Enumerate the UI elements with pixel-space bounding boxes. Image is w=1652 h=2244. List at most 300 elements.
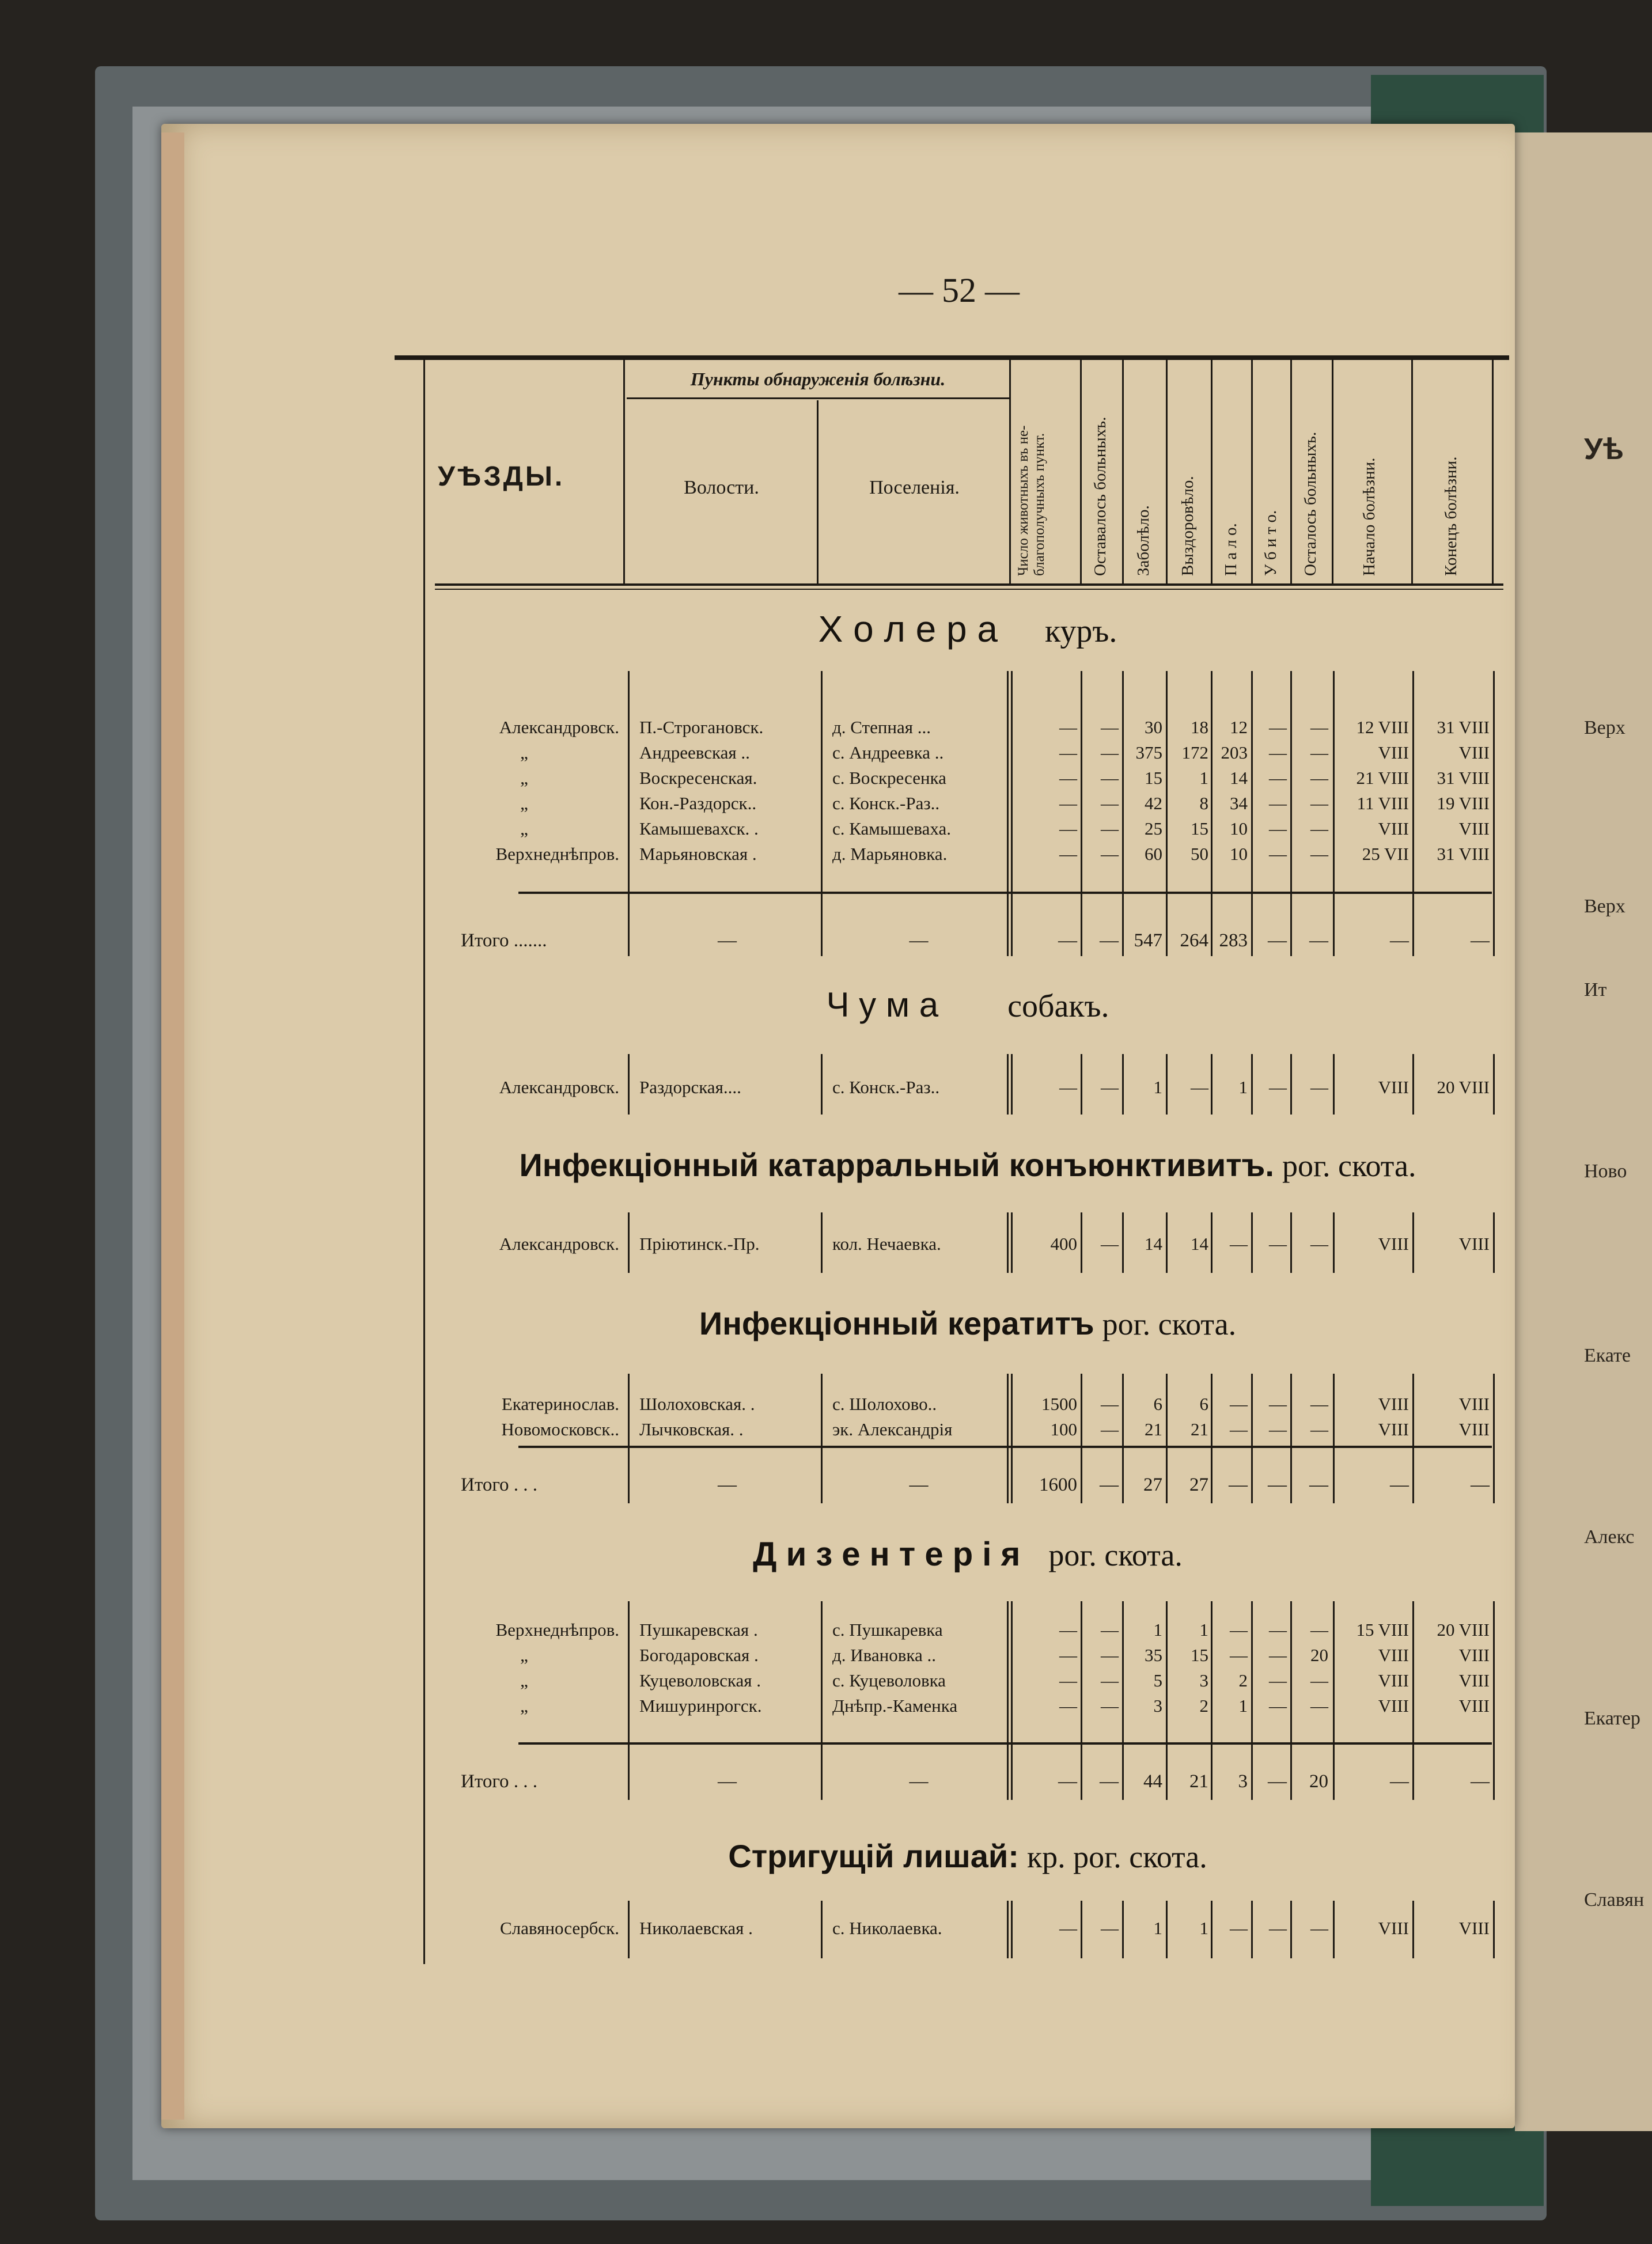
- value-cell: 15: [1191, 818, 1208, 839]
- settlement-cell: с. Конск.-Раз..: [832, 1077, 940, 1097]
- column-rule: [821, 1601, 823, 1800]
- value-cell: —: [1230, 1918, 1248, 1938]
- value-cell: 10: [1230, 844, 1248, 864]
- value-cell: 42: [1145, 793, 1162, 813]
- value-cell: 25 VII: [1362, 844, 1409, 864]
- value-cell: —: [1310, 1670, 1328, 1690]
- value-cell: —: [1269, 1419, 1287, 1439]
- next-page-fragment: Ит: [1584, 979, 1607, 1000]
- column-rule: [1007, 1901, 1009, 1958]
- column-rule: [628, 1212, 630, 1273]
- value-cell: —: [1101, 717, 1119, 737]
- header-col-rule: [1122, 360, 1124, 585]
- total-cell: —: [1268, 1771, 1287, 1792]
- value-cell: 10: [1230, 818, 1248, 839]
- value-cell: —: [1101, 1234, 1119, 1254]
- value-cell: 1: [1199, 1620, 1208, 1640]
- header-group-rule: [627, 397, 1009, 399]
- value-cell: —: [1230, 1234, 1248, 1254]
- value-cell: 30: [1145, 717, 1162, 737]
- value-cell: VIII: [1458, 742, 1490, 763]
- header-col-start: Начало болѣзни.: [1360, 457, 1378, 576]
- value-cell: —: [1101, 793, 1119, 813]
- column-rule: [628, 671, 630, 956]
- value-cell: —: [1101, 1419, 1119, 1439]
- total-label: Итого . . .: [461, 1771, 538, 1792]
- value-cell: 1: [1199, 768, 1208, 788]
- column-rule: [1412, 1054, 1414, 1115]
- header-col-rule: [1009, 360, 1011, 585]
- value-cell: —: [1310, 1696, 1328, 1716]
- settlement-cell: с. Пушкаревка: [832, 1620, 943, 1640]
- value-cell: —: [1269, 717, 1287, 737]
- column-rule: [1081, 671, 1082, 956]
- column-rule: [821, 671, 823, 956]
- volost-cell: Камышевахск. .: [639, 818, 759, 839]
- volost-cell: Раздорская....: [639, 1077, 741, 1097]
- value-cell: —: [1269, 742, 1287, 763]
- total-cell: —: [1058, 1771, 1077, 1792]
- header-col-remaining: Оставалось больныхъ.: [1091, 416, 1109, 576]
- value-cell: —: [1059, 768, 1077, 788]
- value-cell: —: [1101, 1077, 1119, 1097]
- header-col-rule: [1251, 360, 1253, 585]
- value-cell: 6: [1153, 1394, 1162, 1414]
- volost-cell: Шолоховская. .: [639, 1394, 755, 1414]
- header-col-rule: [1411, 360, 1413, 585]
- value-cell: VIII: [1378, 1696, 1409, 1716]
- column-rule: [1493, 1601, 1495, 1800]
- column-rule: [1081, 1601, 1082, 1800]
- value-cell: 20 VIII: [1437, 1077, 1490, 1097]
- header-col-rule: [1290, 360, 1292, 585]
- table-top-rule: [395, 355, 1509, 360]
- value-cell: —: [1059, 818, 1077, 839]
- total-cell: —: [718, 1474, 737, 1495]
- column-rule: [1333, 1374, 1335, 1503]
- page-number: — 52 —: [899, 271, 1020, 309]
- value-cell: 14: [1191, 1234, 1208, 1254]
- settlement-cell: эк. Александрія: [832, 1419, 953, 1439]
- header-col-rule: [1211, 360, 1213, 585]
- column-rule: [821, 1054, 823, 1115]
- total-cell: —: [909, 1474, 929, 1495]
- column-rule: [1412, 671, 1414, 956]
- total-label: Итого . . .: [461, 1474, 538, 1495]
- header-col-killed: У б и т о.: [1261, 510, 1280, 576]
- volost-cell: Марьяновская .: [639, 844, 757, 864]
- section-title-main: Ч у м а: [826, 985, 939, 1024]
- total-cell: —: [1309, 1474, 1328, 1495]
- total-cell: 547: [1134, 930, 1162, 951]
- column-rule: [1011, 671, 1013, 956]
- value-cell: 35: [1145, 1645, 1162, 1665]
- value-cell: —: [1059, 1620, 1077, 1640]
- column-rule: [628, 1901, 630, 1958]
- value-cell: VIII: [1378, 1645, 1409, 1665]
- value-cell: —: [1059, 717, 1077, 737]
- value-cell: —: [1101, 1394, 1119, 1414]
- header-col-died: П а л о.: [1222, 523, 1240, 576]
- value-cell: 60: [1145, 844, 1162, 864]
- column-rule: [1493, 1054, 1495, 1115]
- value-cell: —: [1310, 1077, 1328, 1097]
- column-rule: [821, 1374, 823, 1503]
- volost-cell: П.-Строгановск.: [639, 717, 764, 737]
- value-cell: 100: [1050, 1419, 1077, 1439]
- settlement-cell: с. Конск.-Раз..: [832, 793, 940, 813]
- value-cell: VIII: [1378, 1234, 1409, 1254]
- header-col-recovered: Выздоровѣло.: [1179, 476, 1197, 576]
- column-rule: [1493, 1212, 1495, 1273]
- column-rule: [628, 1054, 630, 1115]
- value-cell: 21: [1145, 1419, 1162, 1439]
- total-cell: —: [1471, 1474, 1490, 1495]
- column-rule: [1011, 1601, 1013, 1800]
- total-cell: —: [718, 1771, 737, 1792]
- uezd-cell: „: [520, 793, 528, 813]
- header-poseleniya: Поселенія.: [869, 477, 960, 498]
- header-volosti: Волости.: [684, 477, 759, 498]
- value-cell: 8: [1199, 793, 1208, 813]
- next-page: [1515, 132, 1652, 2131]
- value-cell: —: [1269, 768, 1287, 788]
- uezd-cell: Верхнеднѣпров.: [495, 844, 619, 864]
- total-cell: 27: [1189, 1474, 1208, 1495]
- column-rule: [1081, 1374, 1082, 1503]
- section-title-main: Д и з е н т е р і я: [753, 1536, 1021, 1573]
- value-cell: 1: [1153, 1620, 1162, 1640]
- column-rule: [1493, 1374, 1495, 1503]
- value-cell: —: [1269, 793, 1287, 813]
- column-rule: [1081, 1212, 1082, 1273]
- value-cell: —: [1101, 1670, 1119, 1690]
- total-cell: —: [1471, 1771, 1490, 1792]
- column-rule: [1333, 1212, 1335, 1273]
- value-cell: —: [1310, 844, 1328, 864]
- value-cell: VIII: [1458, 1918, 1490, 1938]
- header-col-rule: [1166, 360, 1168, 585]
- value-cell: —: [1101, 742, 1119, 763]
- value-cell: 1: [1153, 1918, 1162, 1938]
- next-page-fragment: Екатер: [1584, 1708, 1640, 1729]
- value-cell: —: [1059, 742, 1077, 763]
- volost-cell: Кон.-Раздорск..: [639, 793, 757, 813]
- value-cell: —: [1101, 1645, 1119, 1665]
- settlement-cell: Днѣпр.-Каменка: [832, 1696, 958, 1716]
- value-cell: VIII: [1378, 742, 1409, 763]
- value-cell: 11 VIII: [1357, 793, 1409, 813]
- column-rule: [1493, 1901, 1495, 1958]
- total-cell: —: [909, 930, 929, 951]
- value-cell: —: [1310, 818, 1328, 839]
- total-cell: —: [1100, 1474, 1119, 1495]
- value-cell: —: [1101, 844, 1119, 864]
- total-rule: [518, 892, 1492, 894]
- settlement-cell: д. Ивановка ..: [832, 1645, 936, 1665]
- value-cell: —: [1310, 1394, 1328, 1414]
- value-cell: 31 VIII: [1437, 768, 1490, 788]
- total-rule: [518, 1446, 1492, 1448]
- value-cell: —: [1059, 844, 1077, 864]
- next-page-fragment: Алекс: [1584, 1526, 1635, 1548]
- column-rule: [1412, 1212, 1414, 1273]
- header-col-rule: [817, 400, 819, 585]
- value-cell: 375: [1135, 742, 1162, 763]
- page-edge: [161, 132, 184, 2120]
- value-cell: 15 VIII: [1356, 1620, 1409, 1640]
- uezd-cell: Александровск.: [499, 1234, 619, 1254]
- header-col-animals: Число животныхъ въ не-благополучныхъ пункт.: [1016, 425, 1047, 576]
- value-cell: —: [1269, 1696, 1287, 1716]
- section-title-sub: рог. скота.: [1048, 1538, 1183, 1572]
- value-cell: 400: [1050, 1234, 1077, 1254]
- value-cell: —: [1101, 1696, 1119, 1716]
- value-cell: —: [1310, 1918, 1328, 1938]
- column-rule: [1333, 1601, 1335, 1800]
- uezd-cell: Александровск.: [499, 1077, 619, 1097]
- value-cell: VIII: [1458, 1419, 1490, 1439]
- header-col-rule: [1080, 360, 1082, 585]
- settlement-cell: кол. Нечаевка.: [832, 1234, 941, 1254]
- total-cell: —: [1268, 930, 1287, 951]
- value-cell: —: [1269, 1620, 1287, 1640]
- next-page-fragment: Славян: [1584, 1889, 1645, 1911]
- column-rule: [1333, 1901, 1335, 1958]
- value-cell: 14: [1230, 768, 1248, 788]
- value-cell: 50: [1191, 844, 1208, 864]
- total-cell: 44: [1143, 1771, 1162, 1792]
- next-page-fragment: Верх: [1584, 717, 1626, 738]
- section-title-main: Стригущій лишай:: [728, 1838, 1019, 1874]
- value-cell: 31 VIII: [1437, 717, 1490, 737]
- column-rule: [821, 1901, 823, 1958]
- volost-cell: Пушкаревская .: [639, 1620, 758, 1640]
- section-title-sub: собакъ.: [1007, 988, 1109, 1024]
- settlement-cell: д. Марьяновка.: [832, 844, 948, 864]
- column-rule: [1412, 1901, 1414, 1958]
- value-cell: —: [1101, 818, 1119, 839]
- header-col-end: Конецъ болѣзни.: [1442, 456, 1460, 576]
- volost-cell: Мишуринрогск.: [639, 1696, 762, 1716]
- value-cell: VIII: [1458, 1645, 1490, 1665]
- value-cell: —: [1269, 818, 1287, 839]
- total-cell: —: [1309, 930, 1328, 951]
- value-cell: —: [1101, 768, 1119, 788]
- settlement-cell: с. Андреевка ..: [832, 742, 944, 763]
- total-cell: 20: [1309, 1771, 1328, 1792]
- settlement-cell: с. Куцеволовка: [832, 1670, 946, 1690]
- value-cell: 1: [1238, 1077, 1248, 1097]
- uezd-cell: „: [520, 768, 528, 788]
- column-rule: [1011, 1374, 1013, 1503]
- value-cell: 20: [1310, 1645, 1328, 1665]
- value-cell: 203: [1221, 742, 1248, 763]
- value-cell: 2: [1238, 1670, 1248, 1690]
- value-cell: —: [1059, 1918, 1077, 1938]
- total-cell: —: [1100, 1771, 1119, 1792]
- uezd-cell: Верхнеднѣпров.: [495, 1620, 619, 1640]
- value-cell: 3: [1199, 1670, 1208, 1690]
- column-rule: [1493, 671, 1495, 956]
- value-cell: 20 VIII: [1437, 1620, 1490, 1640]
- value-cell: 2: [1199, 1696, 1208, 1716]
- uezd-cell: „: [520, 818, 528, 839]
- value-cell: —: [1269, 1670, 1287, 1690]
- section-title-main: Х о л е р а: [818, 608, 998, 650]
- value-cell: —: [1310, 768, 1328, 788]
- value-cell: —: [1059, 793, 1077, 813]
- uezd-cell: Александровск.: [499, 717, 619, 737]
- total-cell: 264: [1180, 930, 1208, 951]
- header-col-left-sick: Осталось больныхъ.: [1301, 431, 1320, 576]
- total-cell: 1600: [1039, 1474, 1077, 1495]
- uezd-cell: „: [520, 1645, 528, 1665]
- section-title-dysentery: [438, 1535, 1498, 1574]
- value-cell: 31 VIII: [1437, 844, 1490, 864]
- value-cell: 15: [1191, 1645, 1208, 1665]
- value-cell: —: [1059, 1696, 1077, 1716]
- volost-cell: Николаевская .: [639, 1918, 753, 1938]
- section-title-keratitis: [438, 1305, 1498, 1343]
- settlement-cell: д. Степная ...: [832, 717, 931, 737]
- value-cell: VIII: [1378, 1670, 1409, 1690]
- value-cell: —: [1269, 1234, 1287, 1254]
- value-cell: —: [1059, 1077, 1077, 1097]
- value-cell: —: [1310, 717, 1328, 737]
- settlement-cell: с. Николаевка.: [832, 1918, 942, 1938]
- uezd-cell: „: [520, 1670, 528, 1690]
- value-cell: —: [1269, 844, 1287, 864]
- value-cell: —: [1310, 742, 1328, 763]
- value-cell: 14: [1145, 1234, 1162, 1254]
- section-title-main: Инфекціонный кератитъ: [699, 1305, 1094, 1341]
- column-rule: [1333, 671, 1335, 956]
- volost-cell: Воскресенская.: [639, 768, 757, 788]
- volost-cell: Пріютинск.-Пр.: [639, 1234, 760, 1254]
- total-cell: —: [1229, 1474, 1248, 1495]
- uezd-cell: „: [520, 742, 528, 763]
- next-page-fragment: Екате: [1584, 1345, 1631, 1366]
- header-col-rule: [1492, 360, 1494, 585]
- value-cell: 5: [1153, 1670, 1162, 1690]
- next-page-fragment: Верх: [1584, 896, 1626, 917]
- value-cell: —: [1310, 793, 1328, 813]
- value-cell: —: [1310, 1234, 1328, 1254]
- settlement-cell: с. Шолохово..: [832, 1394, 937, 1414]
- value-cell: —: [1101, 1918, 1119, 1938]
- total-cell: —: [1100, 930, 1119, 951]
- total-rule: [518, 1742, 1492, 1745]
- total-cell: 283: [1219, 930, 1248, 951]
- value-cell: 34: [1230, 793, 1248, 813]
- header-col-rule: [623, 360, 625, 585]
- column-rule: [1007, 1212, 1009, 1273]
- column-rule: [1011, 1054, 1013, 1115]
- total-cell: —: [909, 1771, 929, 1792]
- value-cell: —: [1310, 1419, 1328, 1439]
- value-cell: —: [1230, 1394, 1248, 1414]
- section-title-sub: рог. скота.: [1282, 1148, 1416, 1183]
- section-title-conjunctivitis: [438, 1146, 1498, 1184]
- section-title-plague: [438, 985, 1498, 1025]
- uezd-cell: Екатеринослав.: [501, 1394, 619, 1414]
- header-bottom-rule: [435, 583, 1503, 586]
- uezd-cell: Славяносербск.: [500, 1918, 619, 1938]
- value-cell: 15: [1145, 768, 1162, 788]
- value-cell: VIII: [1458, 1234, 1490, 1254]
- settlement-cell: с. Камышеваха.: [832, 818, 951, 839]
- value-cell: 21: [1191, 1419, 1208, 1439]
- column-rule: [1007, 1601, 1009, 1800]
- total-cell: —: [1058, 930, 1077, 951]
- uezd-cell: „: [520, 1696, 528, 1716]
- value-cell: —: [1101, 1620, 1119, 1640]
- column-rule: [1333, 1054, 1335, 1115]
- value-cell: —: [1059, 1670, 1077, 1690]
- value-cell: 3: [1153, 1696, 1162, 1716]
- column-rule: [1412, 1601, 1414, 1800]
- header-col-fell-ill: Заболѣло.: [1134, 505, 1153, 576]
- value-cell: VIII: [1458, 1394, 1490, 1414]
- column-rule: [628, 1601, 630, 1800]
- value-cell: VIII: [1378, 1918, 1409, 1938]
- value-cell: VIII: [1378, 1394, 1409, 1414]
- value-cell: 172: [1181, 742, 1208, 763]
- value-cell: —: [1269, 1394, 1287, 1414]
- value-cell: —: [1269, 1918, 1287, 1938]
- header-uezdy: УѢЗДЫ.: [438, 461, 565, 492]
- header-col-rule: [1332, 360, 1333, 585]
- column-rule: [1007, 671, 1009, 956]
- value-cell: 1: [1199, 1918, 1208, 1938]
- volost-cell: Лычковская. .: [639, 1419, 744, 1439]
- value-cell: 12 VIII: [1356, 717, 1409, 737]
- value-cell: VIII: [1458, 1696, 1490, 1716]
- total-cell: —: [1268, 1474, 1287, 1495]
- column-rule: [1081, 1054, 1082, 1115]
- column-rule: [1412, 1374, 1414, 1503]
- total-cell: —: [1390, 930, 1409, 951]
- column-rule: [1007, 1374, 1009, 1503]
- value-cell: VIII: [1378, 818, 1409, 839]
- value-cell: 12: [1230, 717, 1248, 737]
- total-cell: —: [1390, 1474, 1409, 1495]
- table-left-rule: [423, 360, 425, 1964]
- column-rule: [1007, 1054, 1009, 1115]
- total-cell: —: [718, 930, 737, 951]
- settlement-cell: с. Воскресенка: [832, 768, 946, 788]
- value-cell: 1: [1238, 1696, 1248, 1716]
- value-cell: —: [1230, 1419, 1248, 1439]
- value-cell: VIII: [1378, 1077, 1409, 1097]
- uezd-cell: Новомосковск..: [501, 1419, 619, 1439]
- header-group-title: Пункты обнаруженія болѣзни.: [690, 369, 946, 389]
- value-cell: —: [1059, 1645, 1077, 1665]
- volost-cell: Богодаровская .: [639, 1645, 759, 1665]
- column-rule: [821, 1212, 823, 1273]
- total-cell: —: [1471, 930, 1490, 951]
- next-page-fragment: Ново: [1584, 1161, 1627, 1182]
- column-rule: [1011, 1212, 1013, 1273]
- value-cell: 1: [1153, 1077, 1162, 1097]
- value-cell: —: [1310, 1620, 1328, 1640]
- section-title-sub: кр. рог. скота.: [1026, 1840, 1207, 1874]
- value-cell: VIII: [1458, 1670, 1490, 1690]
- section-title-ringworm: [438, 1837, 1498, 1875]
- value-cell: 19 VIII: [1437, 793, 1490, 813]
- total-cell: 27: [1143, 1474, 1162, 1495]
